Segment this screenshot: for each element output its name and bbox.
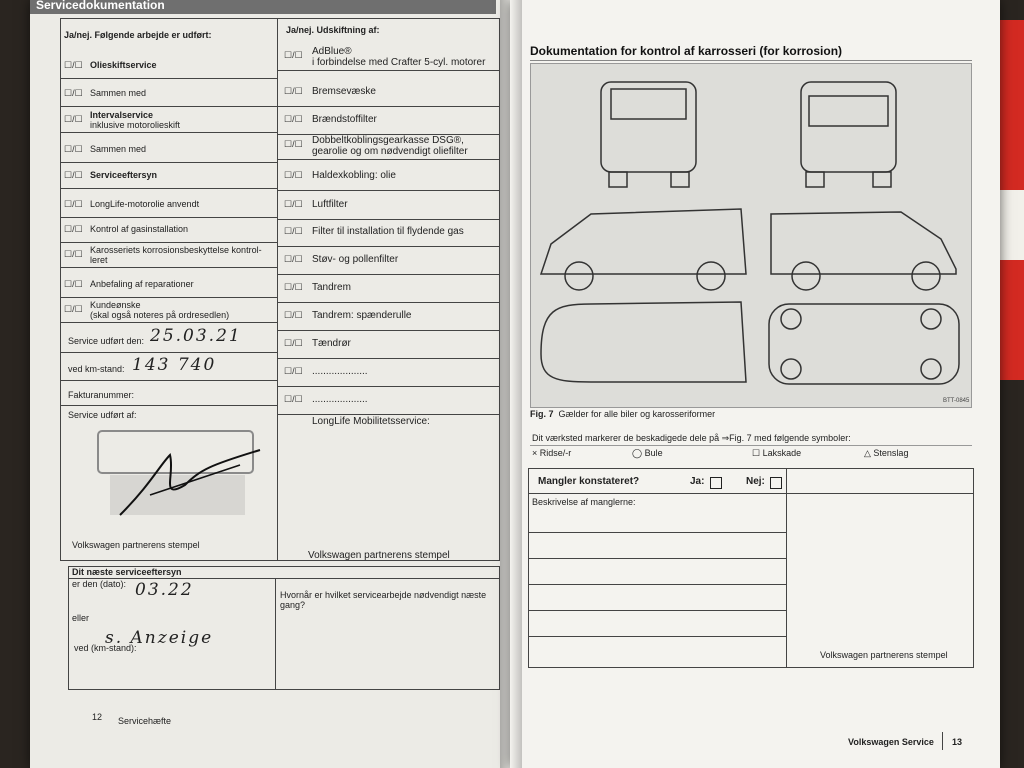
work-checkbox[interactable]: ☐/☐: [64, 199, 83, 209]
row-divider: [60, 132, 277, 133]
col1-header: Ja/nej. Følgende arbejde er udført:: [64, 30, 212, 40]
stamp-label-right: Volkswagen partnerens stempel: [308, 550, 450, 561]
work-checkbox[interactable]: ☐/☐: [64, 114, 83, 124]
col-divider: [277, 18, 278, 561]
yes-label: Ja:: [690, 476, 705, 487]
marker-line: [530, 445, 972, 446]
work-item-label: Olieskiftservice: [90, 60, 157, 70]
work-checkbox[interactable]: ☐/☐: [64, 304, 83, 314]
vehicle-diagram: [530, 63, 972, 408]
row-divider: [277, 386, 500, 387]
replace-item-label: Filter til installation til flydende gas: [312, 226, 464, 237]
work-item-sublabel: (skal også noteres på ordresedlen): [90, 310, 230, 320]
row-divider: [277, 414, 500, 415]
row-divider: [60, 78, 277, 79]
replace-item-sublabel: i forbindelse med Crafter 5-cyl. motorer: [312, 57, 486, 68]
description-label: Beskrivelse af manglerne:: [532, 497, 636, 507]
replace-checkbox[interactable]: ☐/☐: [284, 310, 303, 320]
work-item-label: Kundeønske: [90, 300, 141, 310]
next-date-value: 03.22: [135, 580, 194, 600]
row-divider: [60, 405, 277, 406]
row-divider: [277, 219, 500, 220]
row-divider: [277, 302, 500, 303]
row-divider: [60, 322, 277, 323]
replace-item-label: Bremsevæske: [312, 86, 376, 97]
row-divider: [60, 267, 277, 268]
symbol-dent: ◯ Bule: [632, 448, 663, 458]
replace-checkbox[interactable]: ☐/☐: [284, 86, 303, 96]
replace-item-label: Støv- og pollenfilter: [312, 254, 399, 265]
no-checkbox[interactable]: [770, 477, 782, 489]
footer-divider: [942, 732, 943, 750]
work-checkbox[interactable]: ☐/☐: [64, 170, 83, 180]
row-divider: [277, 246, 500, 247]
left-page-number: 12: [92, 712, 103, 722]
defects-header-line: [528, 493, 974, 494]
next-service-header: Dit næste serviceeftersyn: [72, 567, 182, 577]
fig-caption-number: Fig. 7: [530, 409, 554, 419]
replace-item-label: Tændrør: [312, 338, 351, 349]
fig-caption-text: Gælder for alle biler og karosseriformer: [558, 409, 716, 419]
marker-intro: Dit værksted markerer de beskadigede dele på ⇒Fig. 7 med følgende symboler:: [532, 433, 851, 443]
symbol-scratch: × Ridse/-r: [532, 448, 572, 458]
left-header: Servicedokumentation: [30, 0, 496, 14]
work-item-label: Intervalservice: [90, 110, 154, 120]
row-divider: [60, 162, 277, 163]
stamp-label-left: Volkswagen partnerens stempel: [72, 540, 200, 550]
row-divider: [277, 106, 500, 107]
replace-checkbox[interactable]: ☐/☐: [284, 338, 303, 348]
row-divider: [277, 190, 500, 191]
replace-item-label: ....................: [312, 394, 368, 405]
row-divider: [60, 242, 277, 243]
van-outlines: [531, 64, 971, 407]
longlife-label: LongLife Mobilitetsservice:: [312, 416, 430, 427]
row-divider: [277, 159, 500, 160]
next-km-value: s. Anzeige: [105, 628, 214, 648]
symbol-stone-chip: △ Stenslag: [864, 448, 909, 458]
replace-checkbox[interactable]: ☐/☐: [284, 114, 303, 124]
replace-item-label: Tandrem: [312, 282, 351, 293]
row-divider: [277, 274, 500, 275]
replace-item-sublabel: gearolie og om nødvendigt oliefilter: [312, 146, 468, 157]
row-divider: [60, 217, 277, 218]
fig-caption: [530, 409, 715, 419]
next-date-label: er den (dato):: [72, 579, 127, 589]
defects-question: Mangler konstateret?: [538, 476, 640, 487]
row-divider: [60, 352, 277, 353]
row-divider: [277, 330, 500, 331]
work-item-label: Anbefaling af reparationer: [90, 279, 194, 289]
invoice-label: Fakturanummer:: [68, 390, 135, 400]
work-checkbox[interactable]: ☐/☐: [64, 279, 83, 289]
km-value: 143 740: [132, 355, 217, 375]
service-date-value: 25.03.21: [150, 326, 242, 346]
work-checkbox[interactable]: ☐/☐: [64, 144, 83, 154]
work-item-sublabel: leret: [90, 255, 108, 265]
replace-checkbox[interactable]: ☐/☐: [284, 199, 303, 209]
work-item-label: Karosseriets korrosionsbeskyttelse kontrol-: [90, 245, 262, 255]
replace-checkbox[interactable]: ☐/☐: [284, 139, 303, 149]
left-footer: Servicehæfte: [118, 716, 172, 726]
description-line: [528, 610, 786, 611]
fig-code: BTT-0845: [943, 398, 970, 404]
row-divider: [60, 297, 277, 298]
right-page-number: 13: [952, 737, 963, 747]
no-label: Nej:: [746, 476, 765, 487]
work-item-label: Serviceeftersyn: [90, 170, 158, 180]
yes-checkbox[interactable]: [710, 477, 722, 489]
description-line: [528, 636, 786, 637]
work-checkbox[interactable]: ☐/☐: [64, 249, 83, 259]
replace-checkbox[interactable]: ☐/☐: [284, 50, 303, 60]
row-divider: [277, 70, 500, 71]
replace-checkbox[interactable]: ☐/☐: [284, 366, 303, 376]
replace-item-label: AdBlue®: [312, 46, 352, 57]
row-divider: [60, 380, 277, 381]
replace-checkbox[interactable]: ☐/☐: [284, 394, 303, 404]
replace-checkbox[interactable]: ☐/☐: [284, 254, 303, 264]
description-line: [528, 532, 786, 533]
row-divider: [277, 358, 500, 359]
right-title: Dokumentation for kontrol af karrosseri (for korrosion): [530, 44, 843, 58]
symbol-paint-damage: ☐ Lakskade: [752, 448, 802, 458]
row-divider: [60, 106, 277, 107]
or-label: eller: [72, 613, 90, 623]
replace-checkbox[interactable]: ☐/☐: [284, 170, 303, 180]
replace-item-label: Brændstoffilter: [312, 114, 377, 125]
work-item-sublabel: inklusive motorolieskift: [90, 120, 181, 130]
replace-checkbox[interactable]: ☐/☐: [284, 282, 303, 292]
next-question: Hvornår er hvilket servicearbejde nødvendigt næste gang?: [280, 590, 487, 610]
replace-item-label: ....................: [312, 366, 368, 377]
next-header-line: [68, 578, 500, 579]
performed-by-label: Service udført af:: [68, 410, 137, 420]
work-item-label: Sammen med: [90, 88, 147, 98]
right-stamp-label: Volkswagen partnerens stempel: [820, 650, 948, 660]
replace-item-label: Tandrem: spænderulle: [312, 310, 412, 321]
work-item-label: Kontrol af gasinstallation: [90, 224, 189, 234]
description-line: [528, 584, 786, 585]
title-underline: [530, 60, 972, 61]
dealer-stamp: [90, 425, 265, 530]
work-checkbox[interactable]: ☐/☐: [64, 88, 83, 98]
right-footer: Volkswagen Service: [848, 737, 934, 747]
replace-item-label: Luftfilter: [312, 199, 348, 210]
replace-checkbox[interactable]: ☐/☐: [284, 226, 303, 236]
next-col-divider: [275, 578, 276, 690]
work-checkbox[interactable]: ☐/☐: [64, 224, 83, 234]
work-item-label: Sammen med: [90, 144, 147, 154]
col2-header: Ja/nej. Udskiftning af:: [286, 25, 380, 35]
row-divider: [60, 188, 277, 189]
work-item-label: LongLife-motorolie anvendt: [90, 199, 200, 209]
defects-col-divider: [786, 468, 787, 668]
service-date-label: Service udført den:: [68, 336, 145, 346]
next-km-label: ved (km-stand):: [74, 643, 137, 653]
description-line: [528, 558, 786, 559]
replace-item-label: Dobbeltkoblingsgearkasse DSG®,: [312, 135, 464, 146]
replace-item-label: Haldexkobling: olie: [312, 170, 396, 181]
km-label: ved km-stand:: [68, 364, 125, 374]
work-checkbox[interactable]: ☐/☐: [64, 60, 83, 70]
